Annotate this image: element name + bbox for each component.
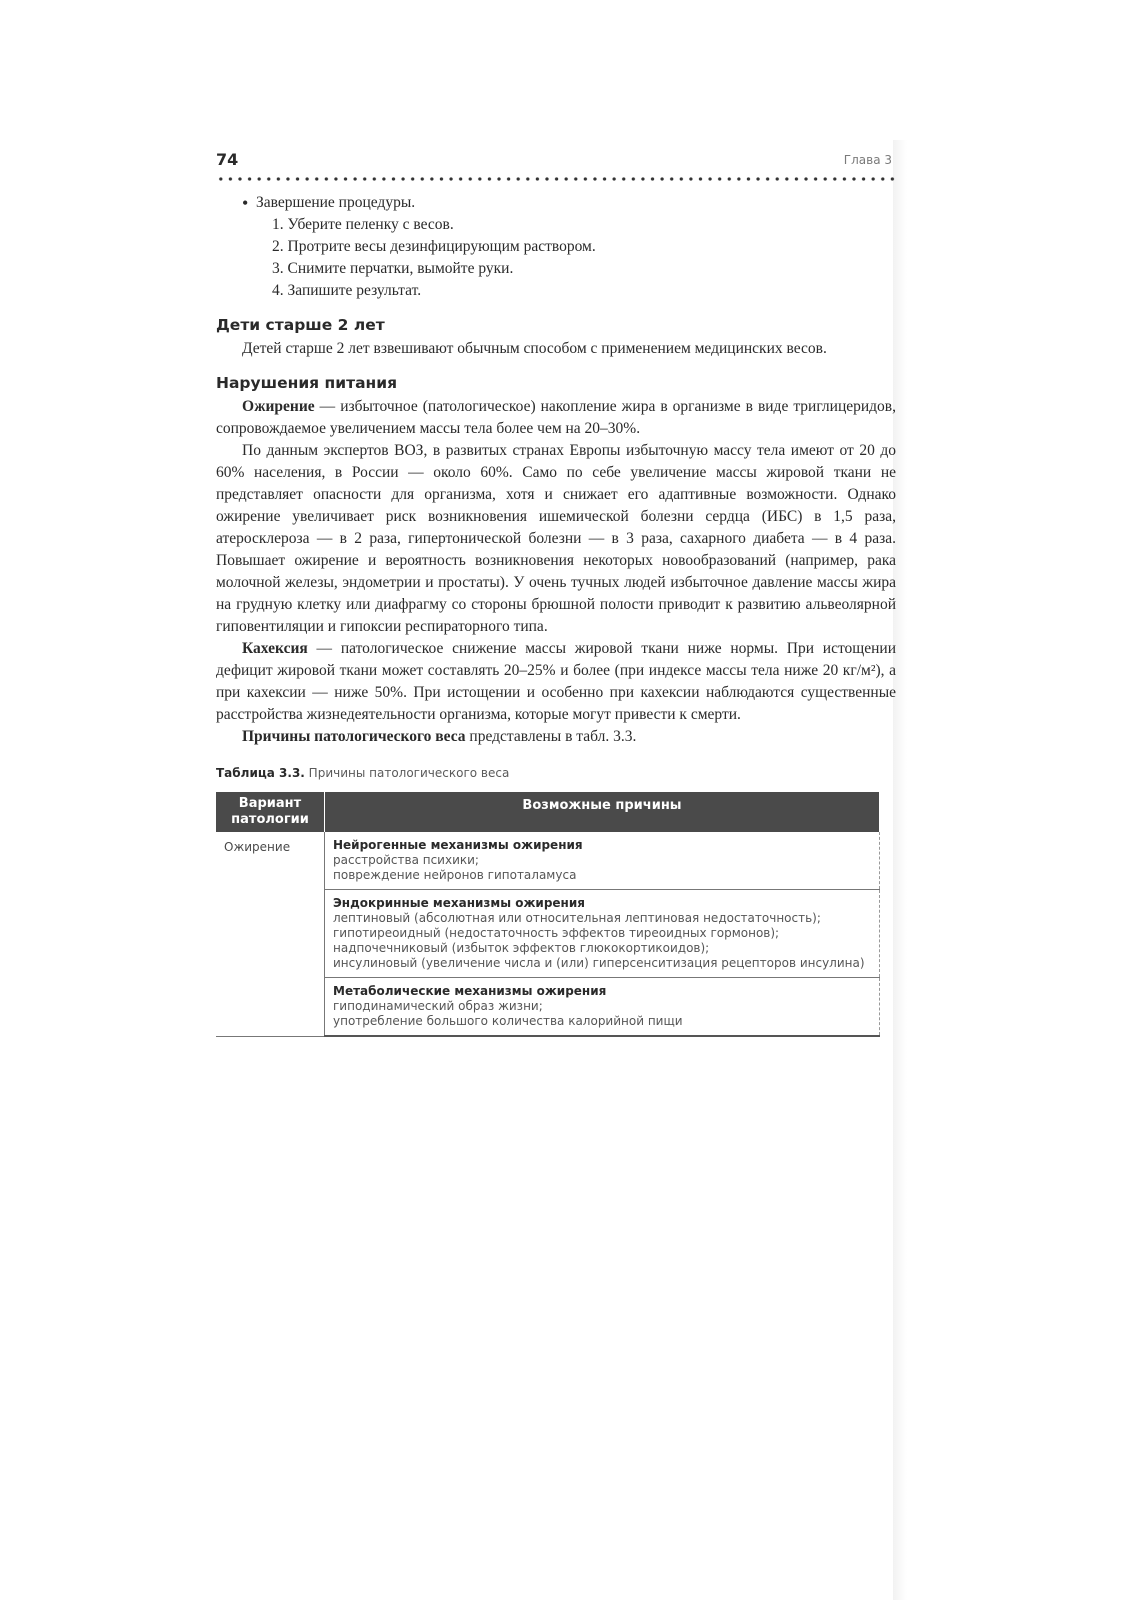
reason-line: повреждение нейронов гипоталамуса (333, 868, 577, 882)
reason-line: инсулиновый (увеличение числа и (или) гиперсенситизация рецепторов инсулина) (333, 956, 865, 970)
children-paragraph: Детей старше 2 лет взвешивают обычным способом с применением медицинских весов. (242, 340, 827, 357)
table-header-row (216, 792, 880, 832)
procedure-steps (256, 214, 896, 302)
table-caption (216, 766, 896, 780)
procedure-step: 4. Запишите результат. (272, 282, 422, 299)
cachexia-definition: — патологическое снижение массы жировой ткани ниже нормы. При истощении дефицит жировой ткани может составлять 20–25% и более (при индексе массы тела ниже 20 кг/м²), а при кахексии — ниже 50%. При истощении и особенно при кахексии наблюдаются существенные расстройства жизнедеятельности организма, которые могут привести к смерти. (216, 640, 896, 723)
procedure-list (256, 192, 896, 302)
table-caption-label: Таблица 3.3. (216, 766, 305, 780)
procedure-step: 1. Уберите пеленку с весов. (272, 216, 454, 233)
term-cachexia: Кахексия (242, 640, 308, 657)
reason-line: лептиновый (абсолютная или относительная лептиновая недостаточность); (333, 911, 821, 925)
reason-line: гипотиреоидный (недостаточность эффектов тиреоидных гормонов); (333, 926, 780, 940)
variant-cell: Ожирение (216, 832, 325, 1036)
causes-table (216, 792, 880, 1037)
table-caption-text: Причины патологического веса (304, 766, 510, 780)
reason-cell (325, 890, 880, 978)
reason-heading: Нейрогенные механизмы ожирения (333, 838, 583, 852)
procedure-step: 2. Протрите весы дезинфицирующим раствором. (272, 238, 596, 255)
reason-heading: Эндокринные механизмы ожирения (333, 896, 585, 910)
reason-line: расстройства психики; (333, 853, 479, 867)
reason-heading: Метаболические механизмы ожирения (333, 984, 607, 998)
reason-line: употребление большого количества калорийной пищи (333, 1014, 683, 1028)
reason-line: гиподинамический образ жизни; (333, 999, 543, 1013)
running-header (216, 150, 896, 176)
reason-cell (325, 832, 880, 890)
term-obesity: Ожирение (242, 398, 315, 415)
table-row (216, 832, 880, 890)
reason-cell (325, 978, 880, 1037)
term-causes: Причины патологического веса (242, 728, 466, 745)
book-page (216, 150, 896, 1037)
dotted-rule (216, 176, 896, 182)
section-heading-nutrition: Нарушения питания (216, 374, 398, 392)
procedure-step: 3. Снимите перчатки, вымойте руки. (272, 260, 514, 277)
causes-paragraph (216, 726, 896, 748)
page-number: 74 (216, 150, 239, 169)
obesity-definition: — избыточное (патологическое) накопление жира в организме в виде триглицеридов, сопровождаемое увеличением массы тела более чем на 20–30%. (216, 398, 896, 437)
chapter-label: Глава 3 (843, 153, 892, 167)
header-variant: Вариант патологии (216, 792, 325, 832)
header-reasons: Возможные причины (325, 792, 880, 832)
obesity-paragraph (216, 396, 896, 440)
causes-reference: представлены в табл. 3.3. (465, 728, 637, 745)
cachexia-paragraph (216, 638, 896, 726)
reason-line: надпочечниковый (избыток эффектов глюкокортикоидов); (333, 941, 710, 955)
procedure-title: • Завершение процедуры. (256, 192, 896, 214)
who-paragraph: По данным экспертов ВОЗ, в развитых странах Европы избыточную массу тела имеют от 20 до 60% населения, в России — около 60%. Само по себе увеличение массы жировой ткани не представляет опасности для организма, хотя и снижает его адаптивные возможности. Однако ожирение увеличивает риск возникновения ишемической болезни сердца (ИБС) в 1,5 раза, атеросклероза — в 2 раза, гипертонической болезни — в 3 раза, сахарного диабета — в 4 раза. Повышает ожирение и вероятность возникновения некоторых новообразований (например, рака молочной железы, эндометрии и простаты). У очень тучных людей избыточное давление массы жира на грудную клетку или диафрагму со стороны брюшной полости приводит к развитию альвеолярной гиповентиляции и гипоксии респираторного типа. (216, 442, 896, 635)
section-heading-children: Дети старше 2 лет (216, 316, 385, 334)
